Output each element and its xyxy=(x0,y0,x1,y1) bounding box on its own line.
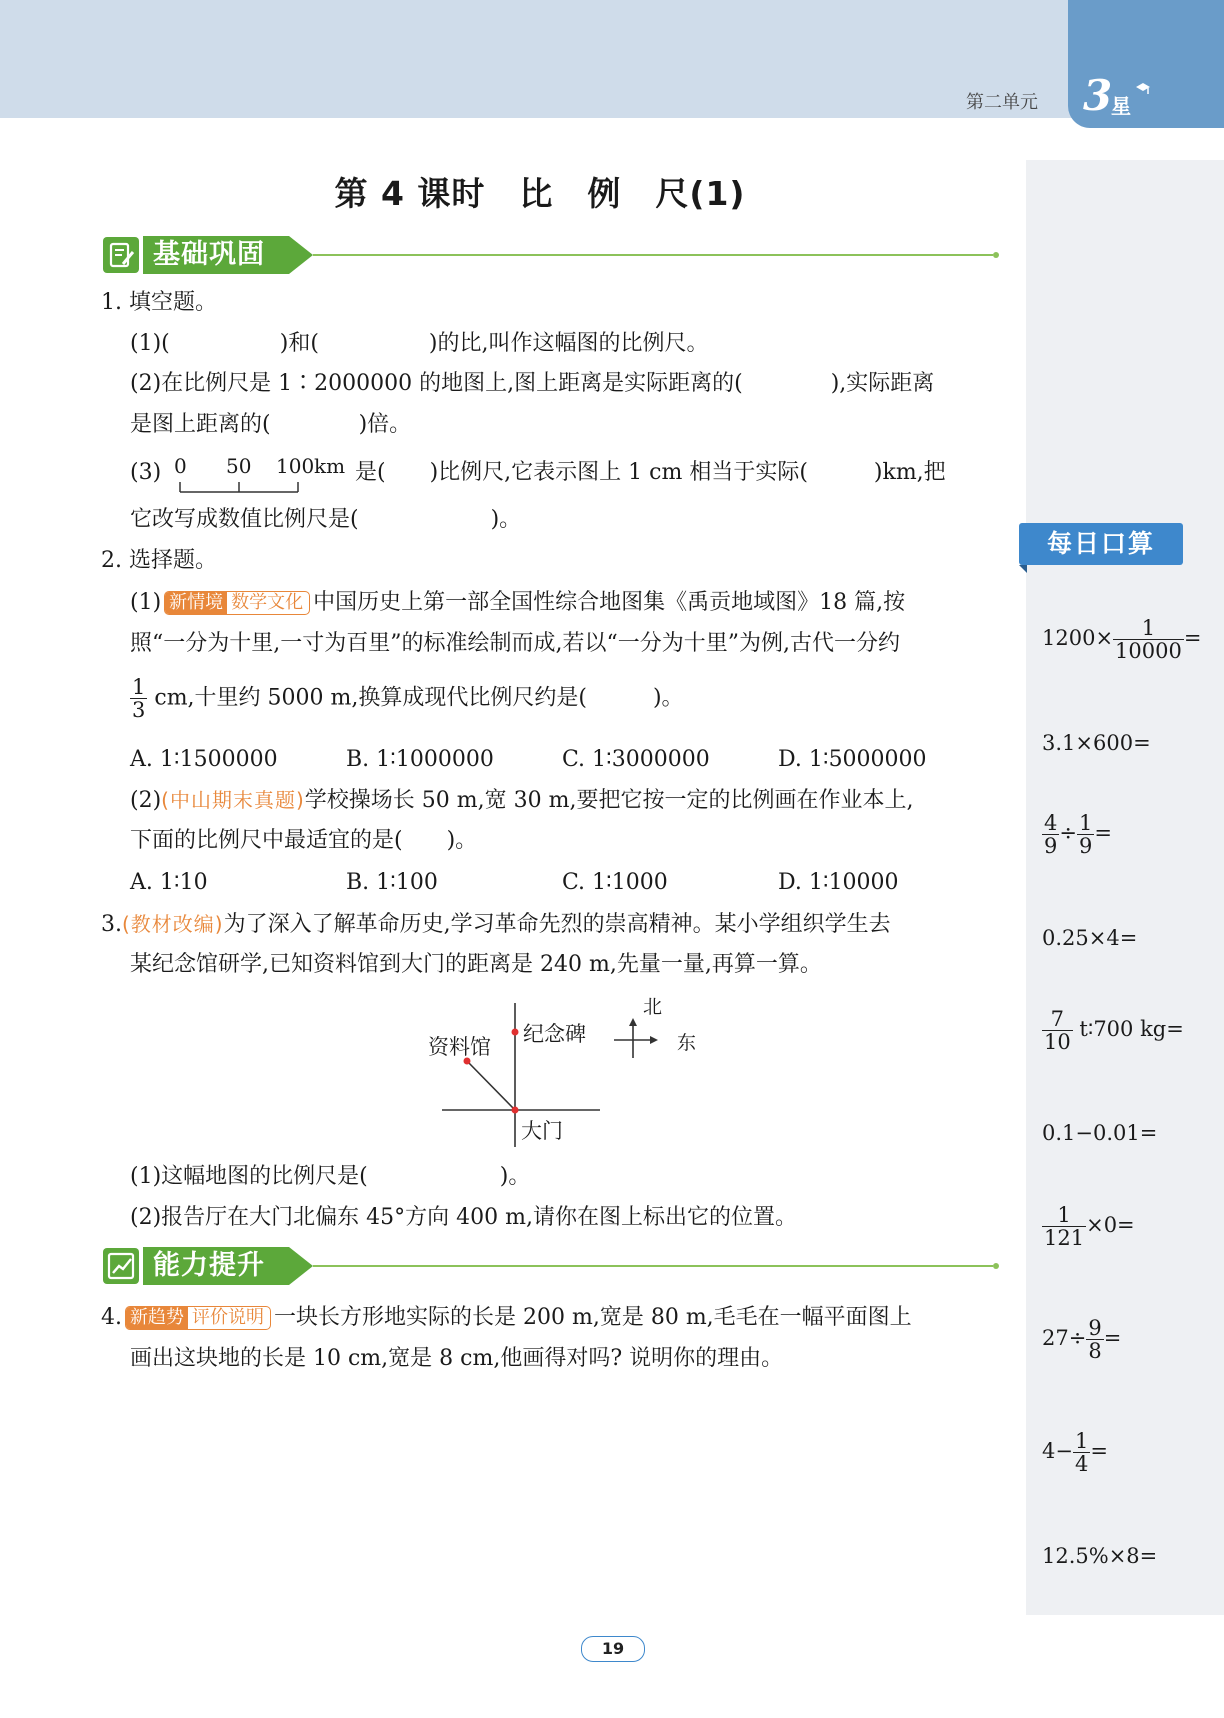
star-label: 星 xyxy=(1111,94,1131,118)
scale-tick-100: 100 xyxy=(276,454,315,478)
q2-part1-option-a: A. 1∶1500000 xyxy=(130,747,278,772)
calc-item-2: 3.1×600= xyxy=(1042,731,1151,755)
section-ability-arrow xyxy=(289,1247,313,1285)
q2-part2-option-c: C. 1∶1000 xyxy=(562,870,668,895)
calc-item-9: 4− $\frac{1}{4}$ = xyxy=(1042,1429,1108,1477)
q3-line2: 某纪念馆研学,已知资料馆到大门的距离是 240 m,先量一量,再算一算。 xyxy=(130,952,822,977)
lesson-title: 第 4 课时 比 例 尺(1) xyxy=(334,174,746,213)
q2-part1-option-d: D. 1∶5000000 xyxy=(778,747,927,772)
q2-part1-option-b: B. 1∶1000000 xyxy=(346,747,494,772)
line-scale-bar xyxy=(174,454,354,494)
tag-new-context: 新情境 数学文化 xyxy=(164,591,310,615)
q3-part1: (1)这幅地图的比例尺是( )。 xyxy=(130,1164,531,1189)
q2-heading: 2. 选择题。 xyxy=(101,548,217,573)
q2-part2-option-d: D. 1∶10000 xyxy=(778,870,899,895)
title-notch xyxy=(1019,565,1027,573)
calc-item-7: $\frac{1}{121}$ ×0= xyxy=(1044,1203,1135,1251)
q2-part1-option-c: C. 1∶3000000 xyxy=(562,747,710,772)
calc-item-8: 27÷ $\frac{9}{8}$ = xyxy=(1042,1316,1122,1364)
section-ability-label: 能力提升 xyxy=(143,1247,289,1285)
q2-part1-line2: 照“一分为十里,一寸为百里”的标准绘制而成,若以“一分为十里”为例,古代一分约 xyxy=(130,631,900,656)
star-number: 3 xyxy=(1083,71,1113,120)
daily-calc-panel xyxy=(1026,160,1224,1615)
map-label-archive: 资料馆 xyxy=(428,1035,491,1059)
compass-east-label: 东 xyxy=(677,1032,697,1054)
calc-item-6: 0.1−0.01= xyxy=(1042,1121,1158,1145)
tag-new-trend: 新趋势 评价说明 xyxy=(125,1306,271,1330)
q1-part2-line1: (2)在比例尺是 1∶2000000 的地图上,图上距离是实际距离的( ),实际距离 xyxy=(130,371,935,396)
calc-item-5: $\frac{7}{10}$ t∶700 kg= xyxy=(1044,1007,1184,1055)
mortarboard-icon xyxy=(1136,82,1150,96)
daily-calc-title: 每日口算 xyxy=(1019,523,1183,565)
calc-item-3: $\frac{4}{9}$ ÷ $\frac{1}{9}$ = xyxy=(1044,811,1112,859)
q2-part2-line2: 下面的比例尺中最适宜的是( )。 xyxy=(130,828,478,853)
scale-unit: km xyxy=(314,454,346,478)
q2-part1-line1: (1) 新情境 数学文化 中国历史上第一部全国性综合地图集《禹贡地域图》18 篇,按 xyxy=(130,590,906,615)
section-basic-rule xyxy=(313,254,993,256)
section-basic-arrow xyxy=(289,236,313,274)
scale-line xyxy=(174,480,314,494)
compass-north-label: 北 xyxy=(643,996,663,1018)
calc-item-10: 12.5%×8= xyxy=(1042,1544,1158,1568)
q3-line1: 3.(教材改编)为了深入了解革命历史,学习革命先烈的崇高精神。某小学组织学生去 xyxy=(101,912,891,937)
page-number: 19 xyxy=(581,1636,645,1662)
scale-tick-0: 0 xyxy=(174,454,187,478)
pencil-note-icon xyxy=(103,237,139,273)
section-basic-label: 基础巩固 xyxy=(143,236,289,274)
q2-part2-option-b: B. 1∶100 xyxy=(346,870,438,895)
source-tag-zhongshan: (中山期末真题) xyxy=(161,788,305,812)
growth-chart-icon xyxy=(103,1248,139,1284)
section-basic-dot xyxy=(993,252,999,258)
q2-part2-line1: (2)(中山期末真题)学校操场长 50 m,宽 30 m,要把它按一定的比例画在作业本上, xyxy=(130,788,914,813)
q1-part1: (1)( )和( )的比,叫作这幅图的比例尺。 xyxy=(130,331,709,356)
map-label-gate: 大门 xyxy=(521,1119,563,1143)
section-ability-dot xyxy=(993,1263,999,1269)
q1-part3-text: 是( )比例尺,它表示图上 1 cm 相当于实际( )km,把 xyxy=(355,460,946,485)
q1-part3-prefix: (3) xyxy=(130,460,162,485)
calc-item-1: 1200× $\frac{1}{10000}$ = xyxy=(1042,616,1202,664)
q3-part2: (2)报告厅在大门北偏东 45°方向 400 m,请你在图上标出它的位置。 xyxy=(130,1205,797,1230)
calc-item-4: 0.25×4= xyxy=(1042,926,1138,950)
q1-part3-line2: 它改写成数值比例尺是( )。 xyxy=(130,507,522,532)
source-tag-textbook: (教材改编) xyxy=(122,912,224,936)
q1-heading: 1. 填空题。 xyxy=(101,290,217,315)
q4-line2: 画出这块地的长是 10 cm,宽是 8 cm,他画得对吗? 说明你的理由。 xyxy=(130,1346,784,1371)
header-band xyxy=(0,0,1224,118)
map-label-monument: 纪念碑 xyxy=(523,1022,586,1046)
scale-tick-50: 50 xyxy=(226,454,252,478)
q4-line1: 4. 新趋势 评价说明 一块长方形地实际的长是 200 m,宽是 80 m,毛毛在一幅平面图上 xyxy=(101,1305,912,1330)
unit-label: 第二单元 xyxy=(966,92,1038,113)
q2-part2-option-a: A. 1∶10 xyxy=(130,870,208,895)
q1-part2-line2: 是图上距离的( )倍。 xyxy=(130,412,412,437)
q2-part1-line3: $\frac{1}{3}$ cm,十里约 5000 m,换算成现代比例尺约是( )。 xyxy=(132,675,684,723)
section-ability-rule xyxy=(313,1265,993,1267)
